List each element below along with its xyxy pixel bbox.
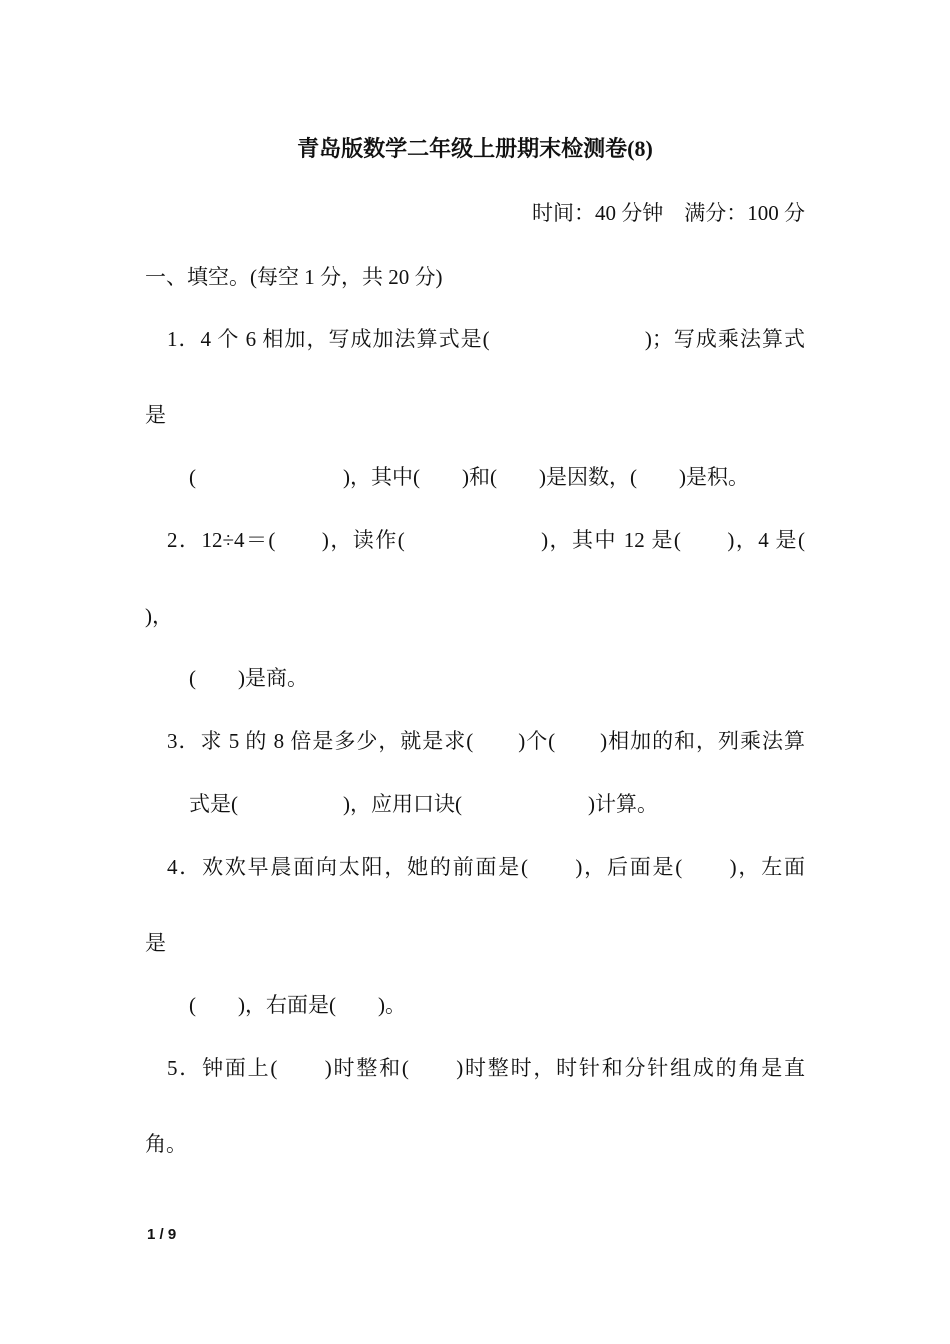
page-indicator: 1 / 9 xyxy=(147,1226,177,1243)
question-2-line-3: ( )是商。 xyxy=(189,666,308,690)
question-3-line-2: 式是( )，应用口诀( )计算。 xyxy=(189,792,658,816)
question-1-line-2: 是 xyxy=(145,403,166,427)
page-title: 青岛版数学二年级上册期末检测卷(8) xyxy=(297,136,653,161)
question-4-line-3: ( )，右面是( )。 xyxy=(189,993,406,1017)
question-2-line-2: )， xyxy=(145,604,173,628)
question-1-line-1: 1．4 个 6 相加，写成加法算式是( )；写成乘法算式 xyxy=(167,327,805,351)
question-4-line-2: 是 xyxy=(145,931,166,955)
question-4-line-1: 4．欢欢早晨面向太阳，她的前面是( )，后面是( )，左面 xyxy=(167,855,805,879)
question-5-line-2: 角。 xyxy=(145,1132,187,1156)
question-5-line-1: 5．钟面上( )时整和( )时整时，时针和分针组成的角是直 xyxy=(167,1056,805,1080)
question-2-line-1: 2．12÷4＝( )，读作( )，其中 12 是( )，4 是( xyxy=(167,528,805,552)
question-1-line-3: ( )，其中( )和( )是因数，( )是积。 xyxy=(189,465,749,489)
exam-meta: 时间：40 分钟 满分：100 分 xyxy=(532,201,805,225)
section-heading: 一、填空。(每空 1 分，共 20 分) xyxy=(145,265,443,289)
question-3-line-1: 3．求 5 的 8 倍是多少，就是求( )个( )相加的和，列乘法算 xyxy=(167,729,805,753)
